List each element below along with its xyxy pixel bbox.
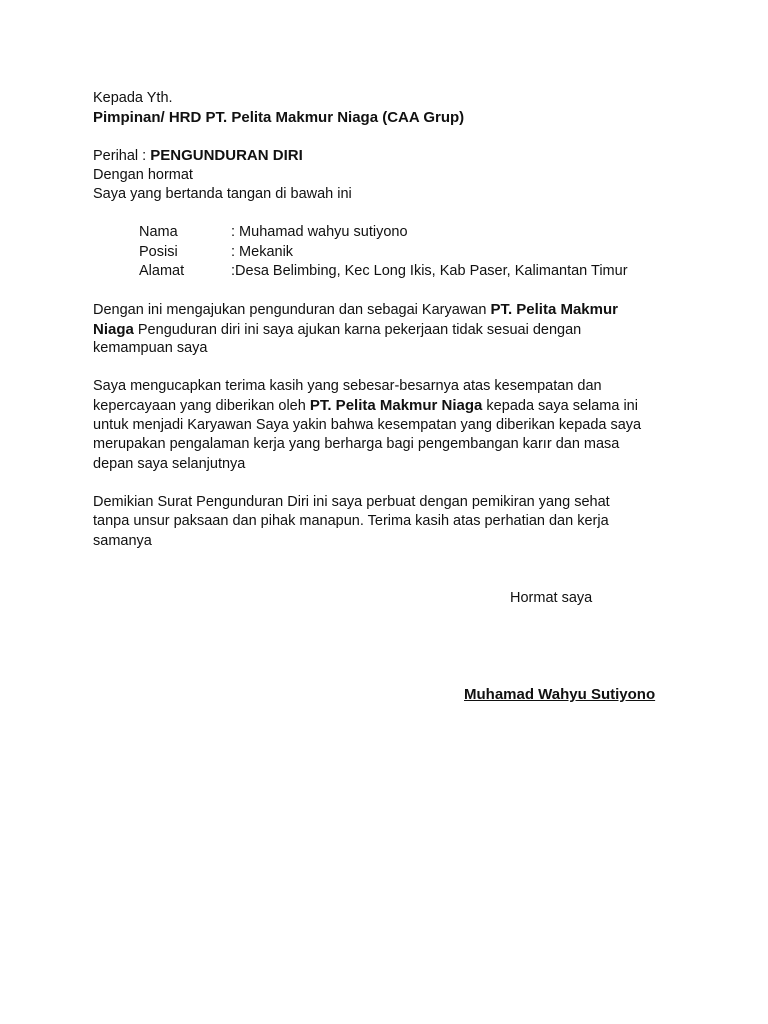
p2-l2-text: kepercayaan yang diberikan oleh [93, 398, 310, 414]
p1-l2-company: Niaga [93, 321, 134, 338]
paragraph1-line2 [93, 320, 581, 341]
address-label: Alamat [139, 263, 185, 279]
position-label: Posisi [139, 244, 178, 260]
paragraph1-line3: kemampuan saya [93, 340, 208, 356]
paragraph2-line3: untuk menjadi Karyawan Saya yakin bahwa kesempatan yang diberikan kepada saya [93, 417, 642, 433]
intro-line: Saya yang bertanda tangan di bawah ini [93, 186, 352, 202]
address-value: :Desa Belimbing, Kec Long Ikis, Kab Paser, Kalimantan Timur [231, 263, 628, 279]
subject-label: Perihal : [93, 148, 151, 164]
signoff: Hormat saya [510, 590, 593, 606]
paragraph2-line5: depan saya selanjutnya [93, 456, 246, 472]
paragraph3-line1: Demikian Surat Pengunduran Diri ini saya perbuat dengan pemikiran yang sehat [93, 494, 610, 510]
name-value: : Muhamad wahyu sutiyono [231, 224, 408, 240]
paragraph1-line1 [93, 300, 618, 321]
name-label: Nama [139, 224, 178, 240]
paragraph3-line2: tanpa unsur paksaan dan pihak manapun. Terima kasih atas perhatian dan kerja [93, 513, 609, 529]
signature-name: Muhamad Wahyu Sutiyono [464, 686, 656, 703]
paragraph3-line3: samanya [93, 533, 152, 549]
paragraph2-line2 [93, 396, 638, 417]
subject-line [93, 146, 303, 167]
position-value: : Mekanik [231, 244, 294, 260]
p1-l1-company: PT. Pelita Makmur [490, 301, 618, 318]
subject-value: PENGUNDURAN DIRI [150, 147, 303, 164]
p2-l2-company: PT. Pelita Makmur Niaga [309, 397, 483, 414]
recipient-greeting: Kepada Yth. [93, 90, 173, 106]
salutation: Dengan hormat [93, 167, 193, 183]
p2-l2-tail: kepada saya selama ini [482, 398, 638, 414]
p1-l2-text: Penguduran diri ini saya ajukan karna pekerjaan tidak sesuai dengan [133, 322, 582, 338]
p1-l1-text: Dengan ini mengajukan pengunduran dan sebagai Karyawan [93, 302, 491, 318]
paragraph2-line4: merupakan pengalaman kerja yang berharga bagi pengembangan karır dan masa [93, 436, 620, 452]
paragraph2-line1: Saya mengucapkan terima kasih yang sebesar-besarnya atas kesempatan dan [93, 378, 602, 394]
recipient-name: Pimpinan/ HRD PT. Pelita Makmur Niaga (CAA Grup) [93, 109, 465, 126]
